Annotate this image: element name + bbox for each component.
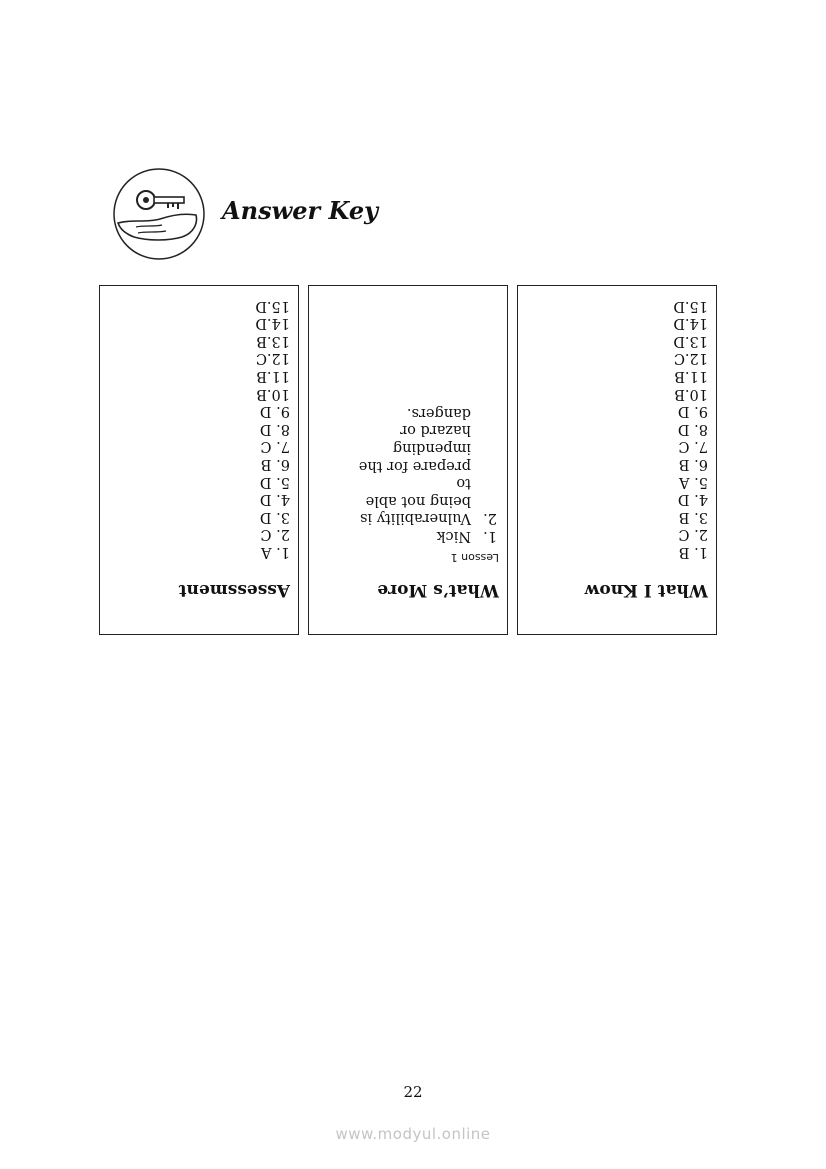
answer-item: 14.D: [673, 315, 708, 332]
answer-item: 9. D: [259, 403, 290, 420]
answer-item: 13.B: [256, 332, 290, 349]
box-title: What I Know: [584, 580, 708, 600]
answer-item: 3. D: [259, 508, 290, 525]
answer-item: [351, 403, 497, 526]
answer-number: 2.: [483, 510, 497, 527]
answer-item: 8. D: [677, 420, 708, 437]
answer-number: 1.: [483, 528, 497, 544]
answer-item: 12.C: [255, 350, 290, 367]
answer-list: [351, 403, 497, 544]
answer-item: 5. D: [259, 473, 290, 490]
box-title: What’s More: [377, 580, 499, 600]
answer-item: 7. C: [260, 438, 290, 455]
answer-item: 13.D: [673, 332, 708, 349]
answer-item: 11.B: [256, 368, 290, 385]
answer-item: 15.D: [673, 297, 708, 314]
box-title: Assessment: [178, 580, 290, 600]
answer-list: [673, 296, 708, 560]
answer-box-what-i-know: [517, 285, 717, 635]
answer-item: 1. B: [678, 544, 708, 560]
answer-text: Nick: [436, 528, 471, 544]
answer-item: 4. D: [677, 491, 708, 508]
answer-item: 4. D: [259, 491, 290, 508]
key-in-hand-icon: [112, 167, 206, 261]
answer-item: 5. A: [679, 473, 708, 490]
answer-item: [351, 526, 497, 544]
answer-item: 10.B: [256, 385, 290, 402]
answer-item: 11.B: [674, 368, 708, 385]
answer-item: 7. C: [678, 438, 708, 455]
answer-item: 6. B: [678, 456, 708, 473]
answer-item: 15.D: [255, 297, 290, 314]
answer-item: 9. D: [677, 403, 708, 420]
answer-item: 2. C: [260, 526, 290, 543]
answer-item: 10.B: [674, 385, 708, 402]
answer-item: 14.D: [255, 315, 290, 332]
answer-box-whats-more: [308, 285, 508, 635]
answer-text: Vulnerability is being not able to prepare for the impending hazard or dangers.: [358, 404, 471, 527]
answer-item: 1. A: [261, 544, 290, 560]
lesson-label: Lesson 1: [450, 551, 499, 564]
answer-item: 3. B: [678, 508, 708, 525]
watermark: www.modyul.online: [335, 1125, 491, 1143]
page-number: 22: [403, 1083, 423, 1101]
page-title: Answer Key: [222, 196, 379, 225]
answer-item: 2. C: [678, 526, 708, 543]
answer-item: 8. D: [259, 420, 290, 437]
answer-box-assessment: [99, 285, 299, 635]
answer-item: 12.C: [673, 350, 708, 367]
answer-item: 6. B: [260, 456, 290, 473]
answer-list: [255, 296, 290, 560]
